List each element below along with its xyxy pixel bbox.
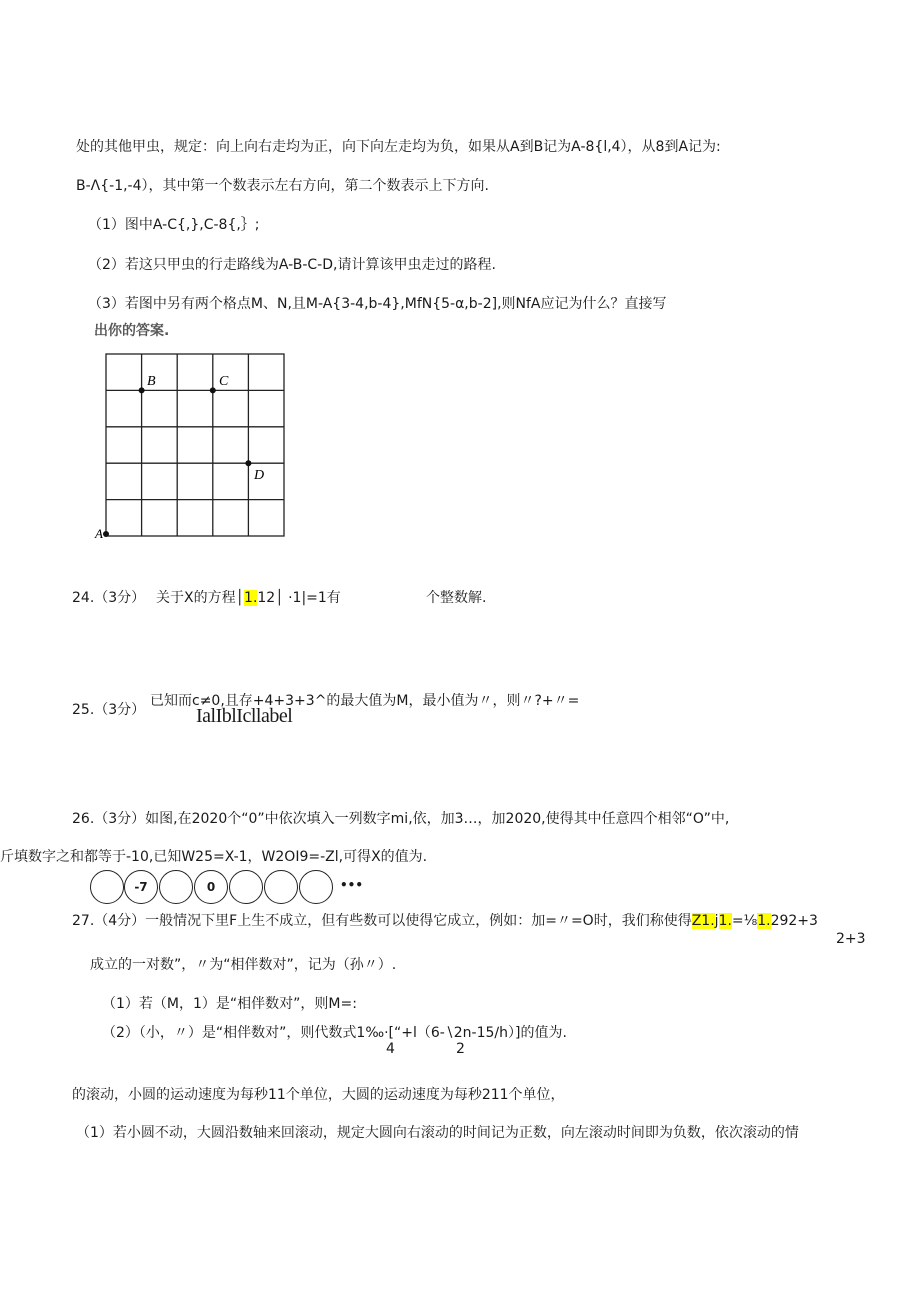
q27-mid-1: j xyxy=(714,913,719,929)
circle-4: 0 xyxy=(194,870,228,904)
q24-text-b: 12│ ·1|=1有 xyxy=(257,590,341,606)
q24-number: 24.（3分） xyxy=(72,590,146,606)
q26-line-2: 斤填数字之和都等于-10,已知W25=X-1，W2OI9=-Zl,可得X的值为. xyxy=(0,849,428,865)
grid-svg xyxy=(94,350,294,545)
q27-mid-2: =⅛ xyxy=(731,913,758,929)
circle-1 xyxy=(90,870,124,904)
point-c xyxy=(210,387,216,393)
q28-line-1: 的滚动，小圆的运动速度为每秒11个单位，大圆的运动速度为每秒211个单位， xyxy=(72,1087,565,1103)
circle-7 xyxy=(299,870,333,904)
circle-3 xyxy=(159,870,193,904)
point-b xyxy=(139,387,145,393)
q25-number: 25.（3分） xyxy=(72,702,146,718)
q25-ocr-text: IalIblIcllabel xyxy=(196,705,293,727)
point-a xyxy=(103,531,109,537)
q27-line-1-text: 27.（4分）一般情况下里F上生不成立，但有些数可以使得它成立，例如：加=〃=O时，我们称使得 xyxy=(72,913,692,929)
q27-line-1 xyxy=(72,912,818,930)
q24-highlight: 1. xyxy=(244,590,258,606)
q27-part-2: （2）（小，〃）是“相伴数对”，则代数式1‰·[“+l（6-∖2n-15∕h）]的值为. xyxy=(102,1025,567,1041)
label-c: C xyxy=(219,374,229,389)
q23-part-3-cont: 出你的答案. xyxy=(94,323,170,339)
grid-figure xyxy=(94,350,294,545)
label-a: A xyxy=(95,526,103,541)
point-d xyxy=(245,460,251,466)
q24-text xyxy=(156,589,341,607)
label-b: B xyxy=(147,374,156,389)
intro-line-2: B-Λ{-1,-4），其中第一个数表示左右方向，第二个数表示上下方向. xyxy=(76,178,489,194)
circle-6 xyxy=(264,870,298,904)
q23-part-2: （2）若这只甲虫的行走路线为A-B-C-D,请计算该甲虫走过的路程. xyxy=(88,257,496,273)
q27-line-2: 成立的一对数”，〃为“相伴数对”，记为（孙〃）. xyxy=(90,957,397,973)
intro-line-1: 处的其他甲虫，规定：向上向右走均为正，向下向左走均为负，如果从A到B记为A-8{l,4），从8到A记为: xyxy=(76,139,721,155)
q25-text: 已知而c≠0,且存+4+3+3^的最大值为M，最小值为〃，则〃?+〃= xyxy=(150,693,580,709)
q24-text-c: 个整数解. xyxy=(426,590,487,606)
q23-part-3: （3）若图中另有两个格点M、N,且M-A{3-4,b-4},MfN{5-α,b-2],则NfA应记为什么？直接写 xyxy=(88,296,667,312)
grid-lines xyxy=(106,354,284,536)
q26-line-1: 26.（3分）如图,在2020个“0”中依次填入一列数字mi,依，加3…，加2020,使得其中任意四个相邻“O”中, xyxy=(72,811,730,827)
q28-line-2: （1）若小圆不动，大圆沿数轴来回滚动，规定大圆向右滚动的时间记为正数，向左滚动时间即为负数，依次滚动的情 xyxy=(76,1125,799,1141)
q27-denominator: 2+3 xyxy=(836,931,866,947)
q23-part-1: （1）图中A-C{,},C-8{,｝; xyxy=(88,217,260,233)
q27-hl-2: 1. xyxy=(718,913,732,929)
label-d: D xyxy=(254,468,265,483)
q27-hl-1: Z1. xyxy=(691,913,715,929)
circle-continuation-dots: ••• xyxy=(340,878,364,892)
q24-text-a: 关于X的方程│ xyxy=(156,590,245,606)
circle-5 xyxy=(229,870,263,904)
q27-part-2-sub-4: 4 xyxy=(386,1041,395,1057)
q27-part-2-sub-2: 2 xyxy=(456,1041,465,1057)
q27-hl-3: 1. xyxy=(757,913,771,929)
q27-part-1: （1）若（M，1）是“相伴数对”，则M=: xyxy=(102,996,357,1012)
q27-tail: 292+3 xyxy=(770,913,818,929)
circle-2: -7 xyxy=(124,870,158,904)
